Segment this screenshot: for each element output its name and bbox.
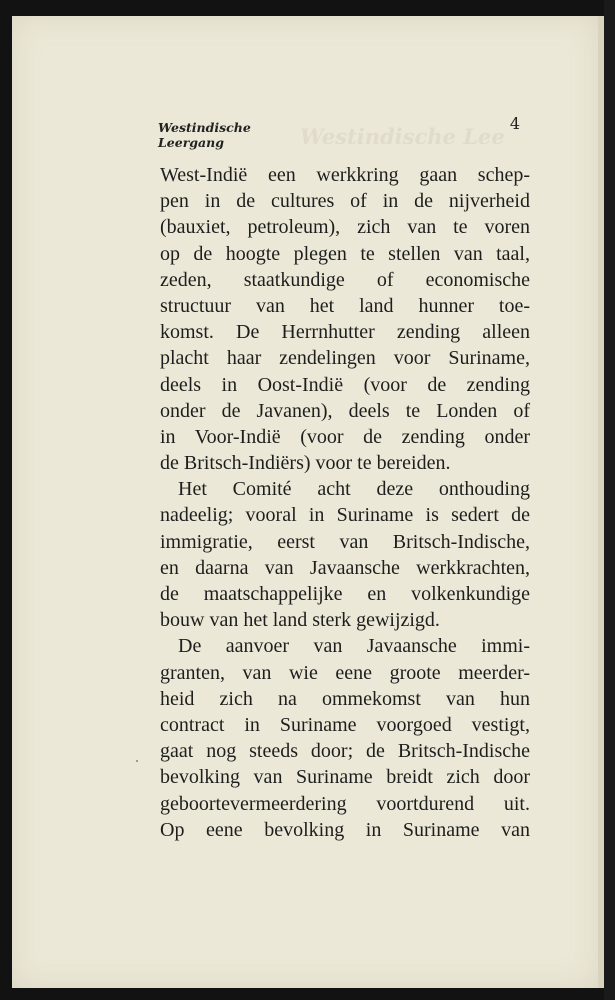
text-line: zeden, staatkundige of economische	[160, 268, 530, 291]
text-line: bevolking van Suriname breidt zich door	[160, 766, 530, 789]
text-line: structuur van het land hunner toe-	[160, 294, 530, 317]
running-header	[158, 120, 251, 150]
text-line: komst. De Herrnhutter zending alleen	[160, 321, 530, 344]
text-line: De aanvoer van Javaansche immi-	[178, 635, 530, 658]
text-line: Op eene bevolking in Suriname van	[160, 818, 530, 841]
text-line: contract in Suriname voorgoed vestigt,	[160, 713, 530, 736]
text-line: immigratie, eerst van Britsch-Indische,	[160, 530, 530, 553]
text-line: in Voor-Indië (voor de zending onder	[160, 425, 530, 448]
text-line: heid zich na ommekomst van hun	[160, 687, 530, 710]
text-line: gaat nog steeds door; de Britsch-Indische	[160, 740, 530, 763]
header-title-line1: Westindische	[158, 120, 251, 135]
text-line: deels in Oost-Indië (voor de zending	[160, 373, 530, 396]
page-number: 4	[509, 114, 520, 133]
header-title-line2: Leergang	[158, 135, 224, 150]
text-line: pen in de cultures of in de nijverheid	[160, 190, 530, 213]
text-line: (bauxiet, petroleum), zich van te voren	[160, 216, 530, 239]
text-line: de maatschappelijke en volkenkundige	[160, 583, 530, 605]
text-line: onder de Javanen), deels te Londen of	[160, 399, 530, 422]
text-line: placht haar zendelingen voor Suriname,	[160, 347, 530, 370]
text-line: en daarna van Javaansche werkkrachten,	[160, 556, 530, 579]
text-line: West-Indië een werkkring gaan schep-	[160, 164, 530, 186]
bleed-through-text: Westindische Lee	[300, 124, 505, 149]
text-line: op de hoogte plegen te stellen van taal,	[160, 242, 530, 265]
text-line: nadeelig; vooral in Suriname is sedert de	[160, 504, 530, 527]
text-line: Het Comité acht deze onthouding	[178, 478, 530, 501]
body-text	[160, 162, 530, 843]
text-line: granten, van wie eene groote meerder-	[160, 661, 530, 684]
scan-border	[604, 0, 615, 1000]
text-line: de Britsch-Indiërs) voor te bereiden.	[160, 452, 451, 475]
text-line: bouw van het land sterk gewijzigd.	[160, 609, 440, 632]
paper-speck	[136, 760, 138, 762]
text-line: geboortevermeerdering voortdurend uit.	[160, 792, 530, 815]
